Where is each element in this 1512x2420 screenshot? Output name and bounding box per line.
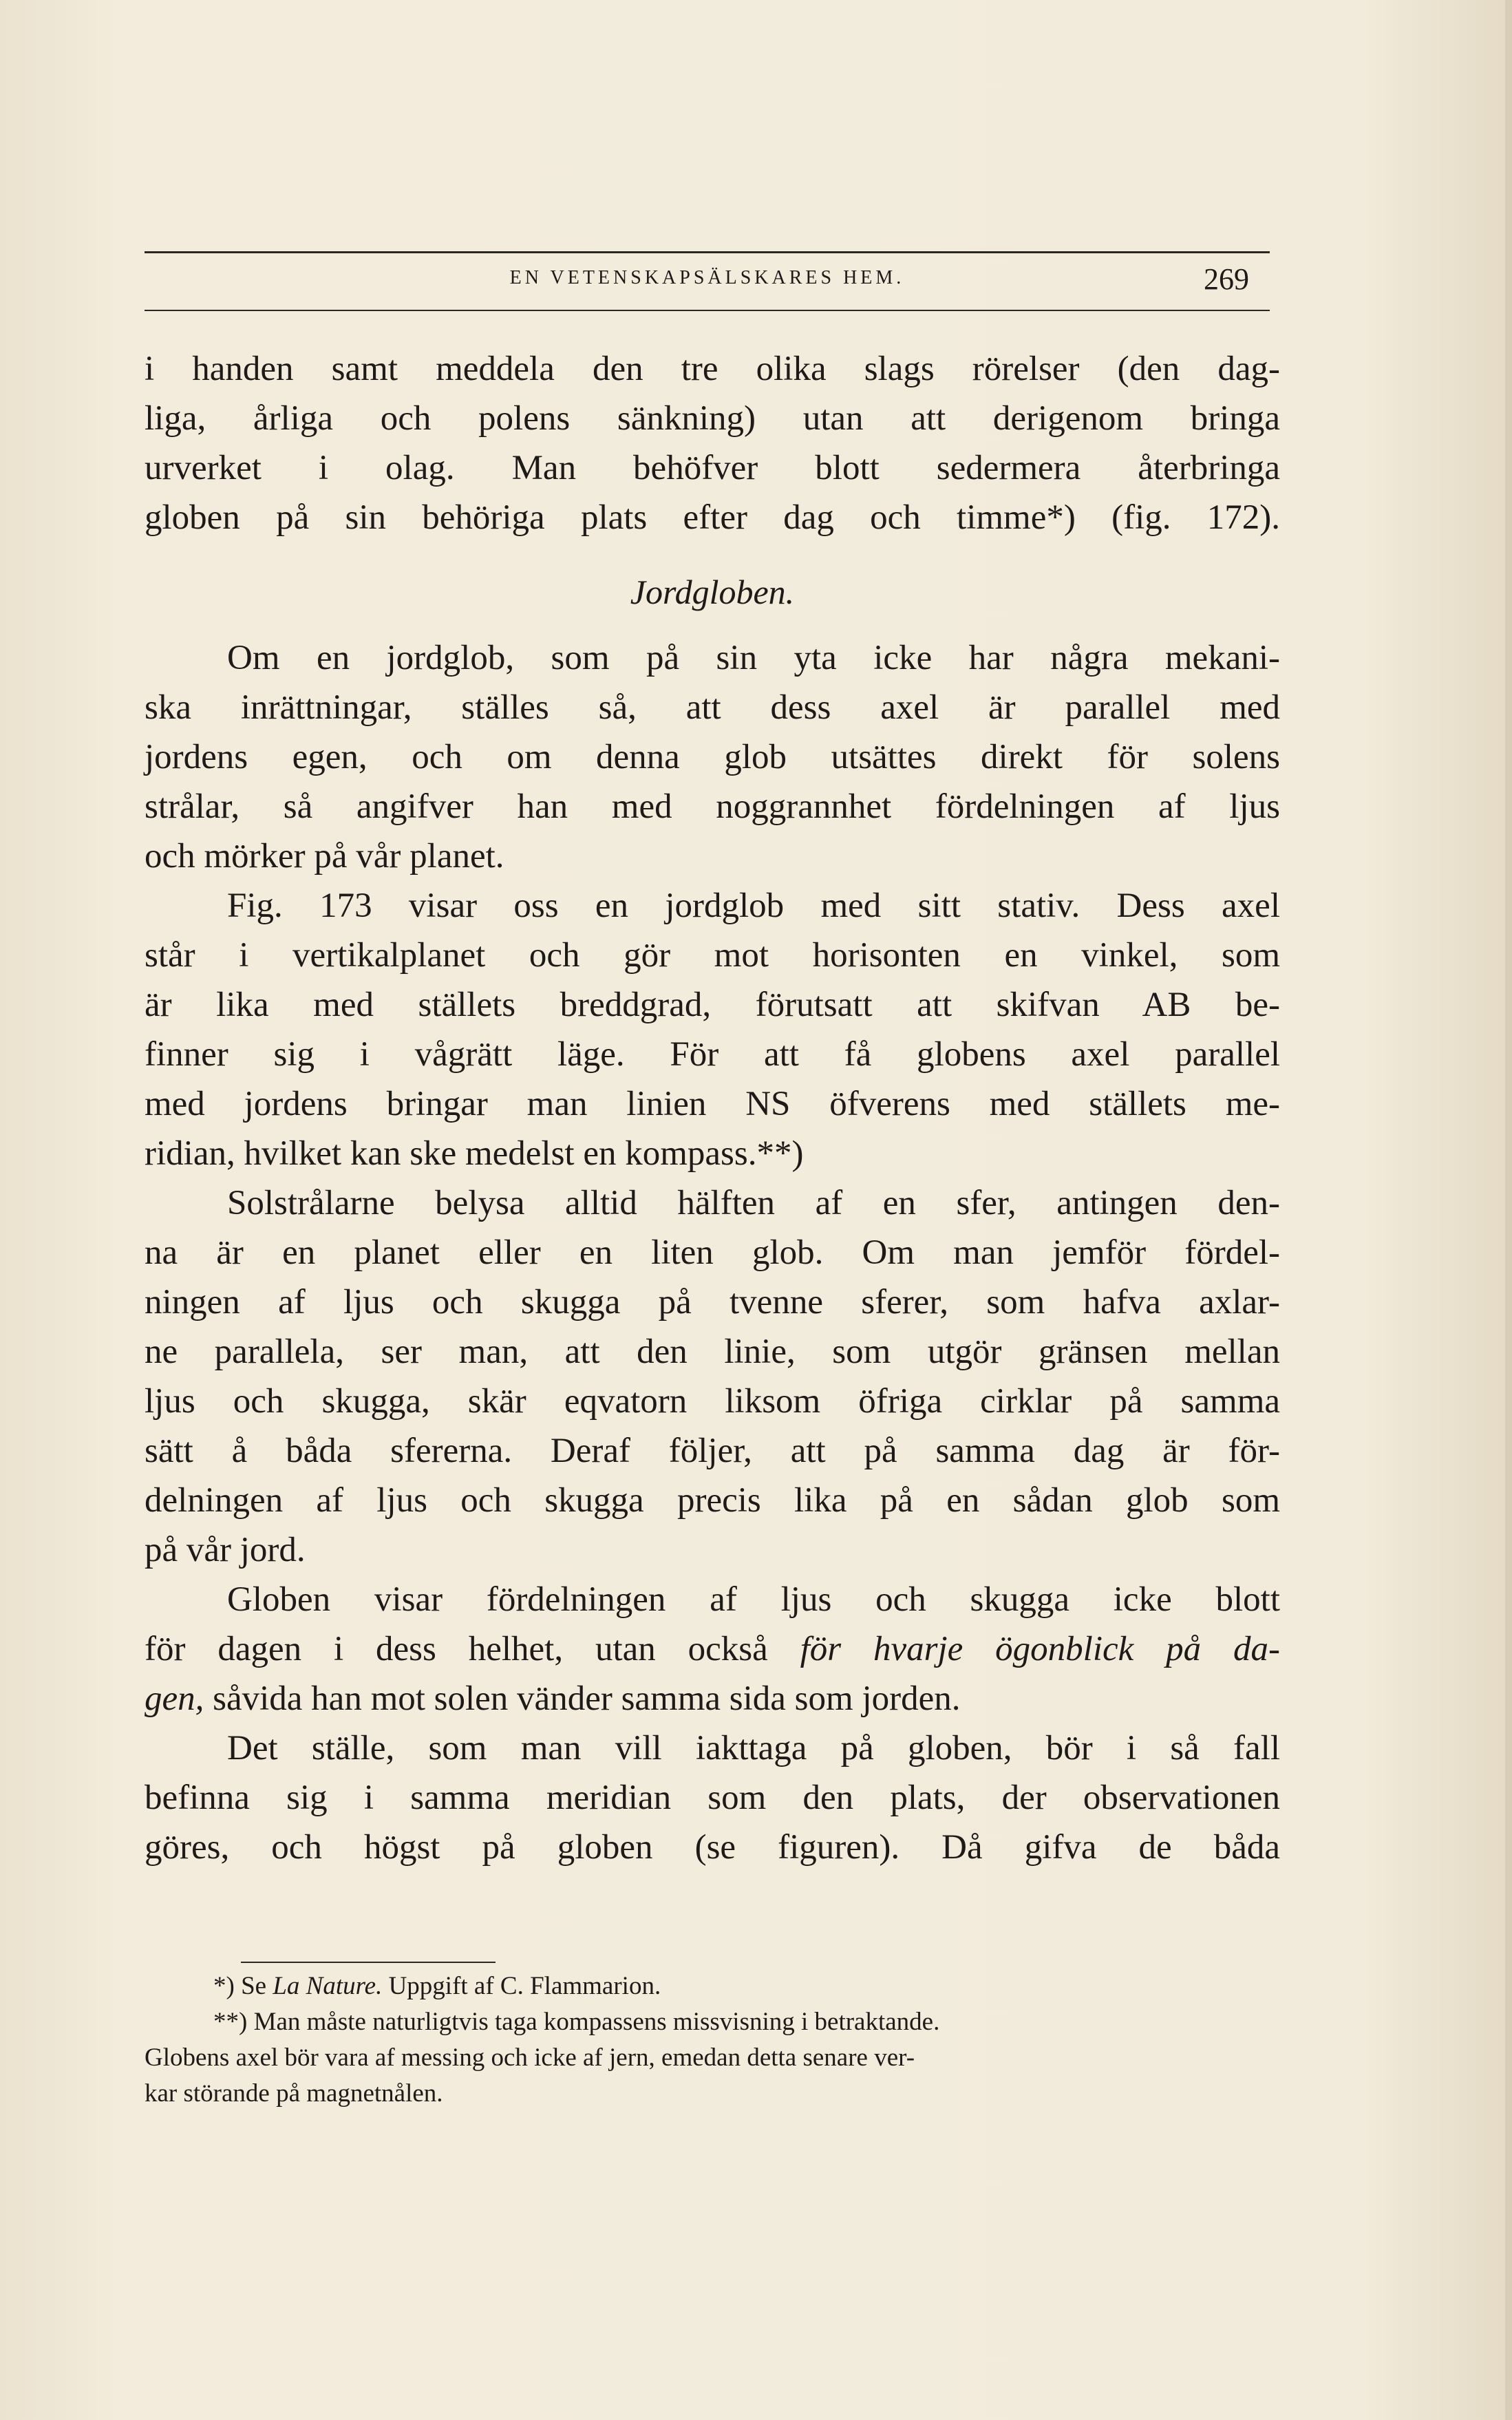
page-number: 269 — [1204, 262, 1249, 296]
text-line: och mörker på vår planet. — [145, 837, 504, 875]
text-line: Det ställe, som man vill iakttaga på globen, bör i så fall — [227, 1729, 1280, 1768]
main-text — [145, 344, 1280, 1872]
header-bottom-rule — [145, 310, 1270, 311]
text-line: delningen af ljus och skugga precis lika på en sådan glob som — [145, 1481, 1280, 1520]
page-edge — [1505, 0, 1512, 2420]
paragraph-1 — [145, 344, 1280, 542]
section-heading: Jordgloben. — [630, 573, 795, 611]
text-run: *) Se — [213, 1972, 273, 2000]
text-line: strålar, så angifver han med noggrannhet fördelningen af ljus — [145, 787, 1280, 826]
text-line: ska inrättningar, ställes så, att dess axel är parallel med — [145, 688, 1280, 727]
footnote-2-line: **) Man måste naturligtvis taga kompassens missvisning i betraktande. — [213, 2008, 940, 2036]
text-line: ljus och skugga, skär eqvatorn liksom öfriga cirklar på samma — [145, 1382, 1280, 1421]
emphasis-text: gen, — [145, 1679, 204, 1718]
text-line: i handen samt meddela den tre olika slags rörelser (den dag- — [145, 350, 1280, 388]
paragraph-3 — [145, 881, 1280, 1178]
text-line: urverket i olag. Man behöfver blott sedermera återbringa — [145, 449, 1280, 487]
header-top-rule — [145, 251, 1270, 253]
text-line: na är en planet eller en liten glob. Om man jemför fördel- — [145, 1233, 1280, 1272]
text-line: liga, årliga och polens sänkning) utan att derigenom bringa — [145, 399, 1280, 438]
footnote-2-line: kar störande på magnetnålen. — [145, 2079, 443, 2108]
text-line: ne parallela, ser man, att den linie, som utgör gränsen mellan — [145, 1333, 1280, 1371]
footnote-rule — [241, 1962, 496, 1963]
footnote-2-line: Globens axel bör vara af messing och icke af jern, emedan detta senare ver- — [145, 2044, 915, 2072]
paragraph-2 — [145, 633, 1280, 881]
running-title: EN VETENSKAPSÄLSKARES HEM. — [509, 267, 905, 288]
text-line: sätt å båda sfererna. Deraf följer, att på samma dag är för- — [145, 1432, 1280, 1470]
paragraph-5 — [145, 1575, 1280, 1723]
text-line: Globen visar fördelningen af ljus och skugga icke blott — [227, 1580, 1280, 1619]
text-run: såvida han mot solen vänder samma sida som jorden. — [204, 1679, 961, 1718]
text-line: Solstrålarne belysa alltid hälften af en sfer, antingen den- — [227, 1184, 1280, 1222]
page-header — [145, 262, 1270, 303]
text-line: jordens egen, och om denna glob utsättes direkt för solens — [145, 738, 1280, 776]
text-line: ningen af ljus och skugga på tvenne sferer, som hafva axlar- — [145, 1283, 1280, 1322]
paragraph-6 — [145, 1723, 1280, 1872]
text-line — [145, 1624, 1280, 1674]
text-line: globen på sin behöriga plats efter dag och timme*) (fig. 172). — [145, 498, 1280, 537]
paragraph-4 — [145, 1178, 1280, 1575]
text-line: Om en jordglob, som på sin yta icke har några mekani- — [227, 639, 1280, 677]
text-line: befinna sig i samma meridian som den plats, der observationen — [145, 1779, 1280, 1817]
footnotes — [145, 1968, 1280, 2112]
text-line: är lika med ställets breddgrad, förutsatt att skifvan AB be- — [145, 986, 1280, 1024]
footnote-1 — [145, 1968, 1280, 2004]
text-run: för dagen i dess helhet, utan också — [145, 1630, 800, 1668]
text-line: ridian, hvilket kan ske medelst en kompass.**) — [145, 1134, 804, 1173]
text-line: med jordens bringar man linien NS öfverens med ställets me- — [145, 1085, 1280, 1123]
text-line — [145, 1674, 1280, 1723]
emphasis-text: för hvarje ögonblick på da- — [800, 1630, 1281, 1668]
text-line: finner sig i vågrätt läge. För att få globens axel parallel — [145, 1035, 1280, 1074]
text-line: står i vertikalplanet och gör mot horisonten en vinkel, som — [145, 936, 1280, 975]
text-line: Fig. 173 visar oss en jordglob med sitt stativ. Dess axel — [227, 887, 1280, 925]
text-line: på vår jord. — [145, 1531, 306, 1569]
emphasis-text: La Nature. — [273, 1972, 383, 2000]
text-line: göres, och högst på globen (se figuren). Då gifva de båda — [145, 1828, 1280, 1867]
text-run: Uppgift af C. Flammarion. — [382, 1972, 661, 2000]
